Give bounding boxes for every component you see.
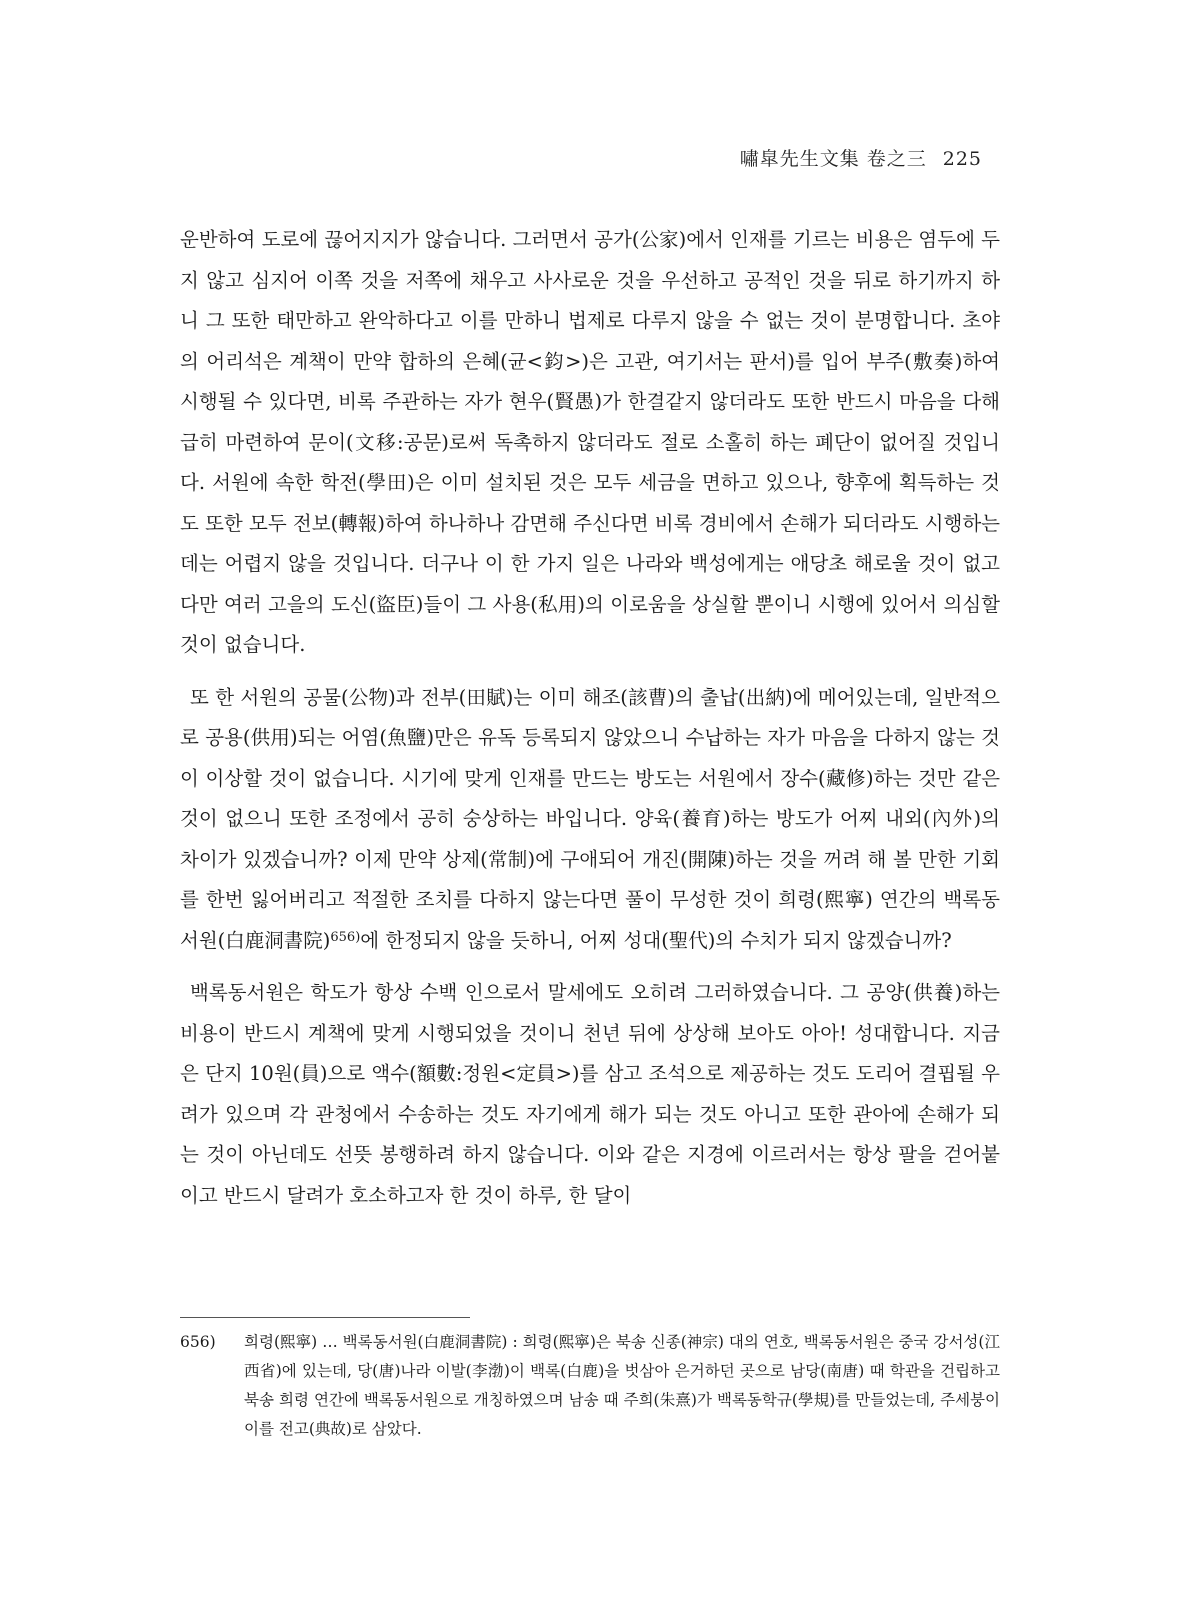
footnote-number: 656)	[180, 1333, 216, 1351]
paragraph-1: 운반하여 도로에 끊어지지가 않습니다. 그러면서 공가(公家)에서 인재를 기르는 비용은 염두에 두지 않고 심지어 이쪽 것을 저쪽에 채우고 사사로운 것을 우선하고 공적인 것을 뒤로 하기까지 하니 그 또한 태만하고 완악하다고 이를 만하니 법제로 다루지 않을 수 없는 것이 분명합니다. 초야의 어리석은 계책이 만약 합하의 은혜(균<鈞>)은 고관, 여기서는 판서)를 입어 부주(敷奏)하여 시행될 수 있다면, 비록 주관하는 자가 현우(賢愚)가 한결같지 않더라도 또한 반드시 마음을 다해 급히 마련하여 문이(文移:공문)로써 독촉하지 않더라도 절로 소홀히 하는 폐단이 없어질 것입니다. 서원에 속한 학전(學田)은 이미 설치된 것은 모두 세금을 면하고 있으나, 향후에 획득하는 것도 또한 모두 전보(轉報)하여 하나하나 감면해 주신다면 비록 경비에서 손해가 되더라도 시행하는 데는 어렵지 않을 것입니다. 더구나 이 한 가지 일은 나라와 백성에게는 애당초 해로울 것이 없고 다만 여러 고을의 도신(盜臣)들이 그 사용(私用)의 이로움을 상실할 뿐이니 시행에 있어서 의심할 것이 없습니다.	[180, 228, 1000, 656]
paragraph-2	[180, 678, 1000, 962]
footnote-text: 희령(熙寧) … 백록동서원(白鹿洞書院) : 희령(熙寧)은 북송 신종(神宗) 대의 연호, 백록동서원은 중국 강서성(江西省)에 있는데, 당(唐)나라 이발(李渤)이 백록(白鹿)을 벗삼아 은거하던 곳으로 남당(南唐) 때 학관을 건립하고 북송 희령 연간에 백록동서원으로 개칭하였으며 남송 때 주희(朱熹)가 백록동학규(學規)를 만들었는데, 주세붕이 이를 전고(典故)로 삼았다.	[244, 1333, 1000, 1438]
paragraph-2-tail: 에 한정되지 않을 듯하니, 어찌 성대(聖代)의 수치가 되지 않겠습니까?	[360, 928, 952, 952]
paragraph-2-text: 또 한 서원의 공물(公物)과 전부(田賦)는 이미 해조(該曹)의 출납(出納)에 메어있는데, 일반적으로 공용(供用)되는 어염(魚鹽)만은 유독 등록되지 않았으니 수납하는 자가 마음을 다하지 않는 것이 이상할 것이 없습니다. 시기에 맞게 인재를 만드는 방도는 서원에서 장수(藏修)하는 것만 같은 것이 없으니 또한 조정에서 공히 숭상하는 바입니다. 양육(養育)하는 방도가 어찌 내외(內外)의 차이가 있겠습니까? 이제 만약 상제(常制)에 구애되어 개진(開陳)하는 것을 꺼려 해 볼 만한 기회를 한번 잃어버리고 적절한 조치를 다하지 않는다면 풀이 무성한 것이 희령(熙寧) 연간의 백록동서원(白鹿洞書院)	[180, 685, 1000, 952]
book-title: 嘯皐先生文集 卷之三	[739, 148, 927, 170]
running-header	[740, 144, 982, 171]
page-number: 225	[942, 148, 982, 170]
paragraph-3: 백록동서원은 학도가 항상 수백 인으로서 말세에도 오히려 그러하였습니다. 그 공양(供養)하는 비용이 반드시 계책에 맞게 시행되었을 것이니 천년 뒤에 상상해 보아도 아아! 성대합니다. 지금은 단지 10원(員)으로 액수(額數:정원<定員>)를 삼고 조석으로 제공하는 것도 도리어 결핍될 우려가 있으며 각 관청에서 수송하는 것도 자기에게 해가 되는 것도 아니고 또한 관아에 손해가 되는 것이 아닌데도 선뜻 봉행하려 하지 않습니다. 이와 같은 지경에 이르러서는 항상 팔을 걷어붙이고 반드시 달려가 호소하고자 한 것이 하루, 한 달이	[180, 981, 1000, 1207]
footnote	[180, 1328, 1000, 1444]
footnote-reference[interactable]: 656)	[330, 929, 361, 945]
footnote-divider	[180, 1317, 470, 1318]
main-text	[180, 220, 1000, 1216]
